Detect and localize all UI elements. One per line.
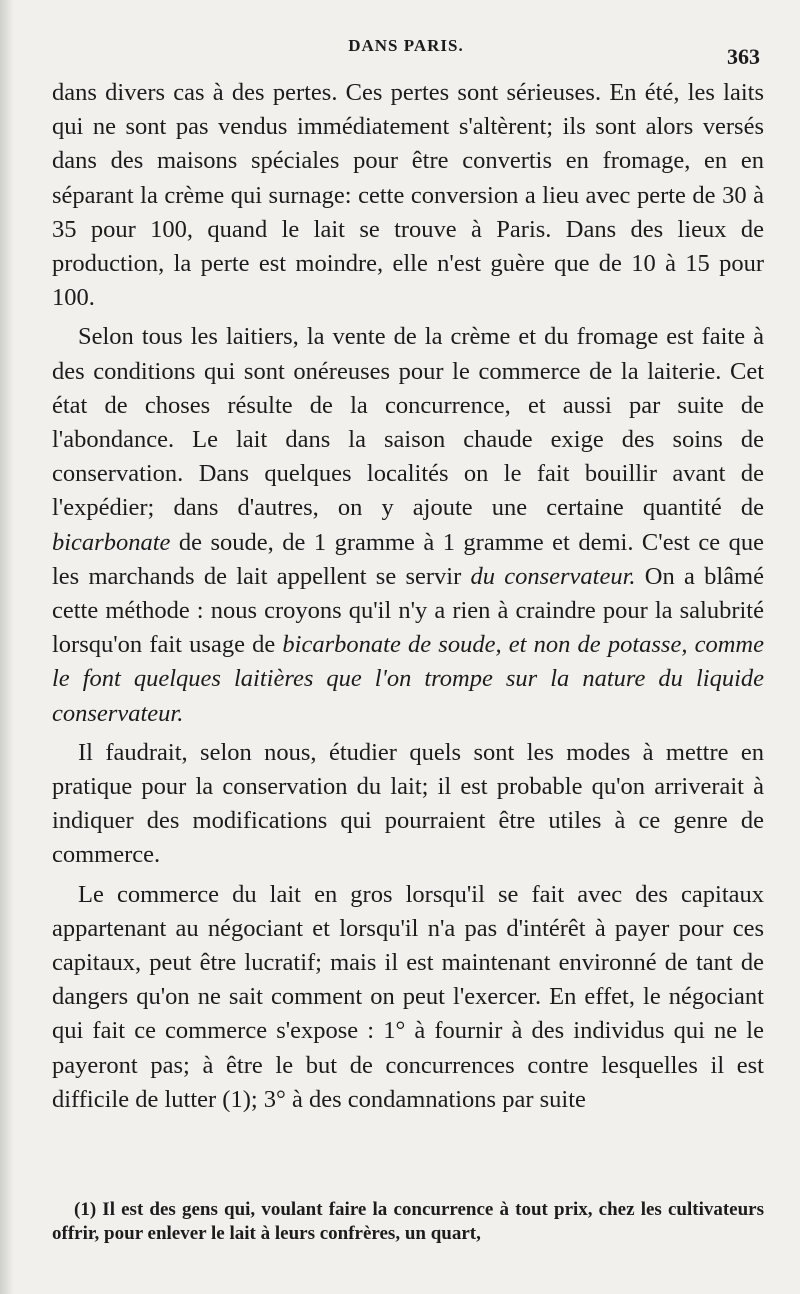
paragraph-1-text: dans divers cas à des pertes. Ces pertes sont sérieuses. En été, les laits qui ne sont pas vendus immédiatement s'altèrent; ils sont alors versés dans des maisons spéciales pour être convertis en fromage, en en séparant la crème qui surnage: cette conversion a lieu avec perte de 30 à 35 pour 100, quand le lait se trouve à Paris. Dans des lieux de production, la perte est moindre, elle n'est guère que de 10 à 15 pour 100. <box>52 79 764 312</box>
footnote <box>52 1198 764 1246</box>
paragraph-1 <box>52 76 764 315</box>
paragraph-4-text: Le commerce du lait en gros lorsqu'il se fait avec des capitaux appartenant au négociant et lorsqu'il n'a pas d'intérêt à payer pour ces capitaux, peut être lucratif; mais il est maintenant environné de tant de dangers qu'on ne sait comment on peut l'exercer. En effet, le négociant qui fait ce commerce s'expose : 1° à fournir à des individus qui ne le payeront pas; à être le but de concurrences contre lesquelles il est difficile de lutter (1); 3° à des condamnations par suite <box>52 880 764 1113</box>
page-number: 363 <box>727 44 760 69</box>
paragraph-3-text: Il faudrait, selon nous, étudier quels sont les modes à mettre en pratique pour la conservation du lait; il est probable qu'on arriverait à indiquer des modifications qui pourraient être utiles à ce genre de commerce. <box>52 738 764 869</box>
footnote-text: (1) Il est des gens qui, voulant faire la concurrence à tout prix, chez les cultivateurs offrir, pour enlever le lait à leurs confrères, un quart, <box>52 1199 764 1244</box>
main-text <box>52 76 764 1122</box>
paragraph-2-italic-b: bicarbonate <box>52 528 171 556</box>
paragraph-4 <box>52 878 764 1117</box>
paragraph-2 <box>52 320 764 730</box>
paragraph-2-text-c: de soude, de 1 gramme à 1 gramme et demi. C'est ce que les marchands de lait appellent se servir <box>52 528 764 590</box>
page-gutter-shadow <box>0 0 14 1294</box>
paragraph-2-italic-d: du conservateur. <box>470 562 636 590</box>
page-header <box>52 30 760 70</box>
paragraph-3 <box>52 736 764 873</box>
paragraph-2-text-a: Selon tous les laitiers, la vente de la crème et du fromage est faite à des conditions qui sont onéreuses pour le commerce de la laiterie. Cet état de choses résulte de la concurrence, et aussi par suite de l'abondance. Le lait dans la saison chaude exige des soins de conservation. Dans quelques localités on le fait bouillir avant de l'expédier; dans d'autres, on y ajoute une certaine quantité de <box>52 323 764 522</box>
paragraph-2-text-e: On a blâmé cette méthode : nous croyons qu'il n'y a rien à craindre pour la salubrité lorsqu'on fait usage de <box>52 562 764 659</box>
paragraph-2-italic-f: bicarbonate de soude, et non de potasse, comme le font quelques laitières que l'on trompe sur la nature du liquide conservateur. <box>52 631 765 727</box>
running-title: DANS PARIS. <box>348 36 464 55</box>
